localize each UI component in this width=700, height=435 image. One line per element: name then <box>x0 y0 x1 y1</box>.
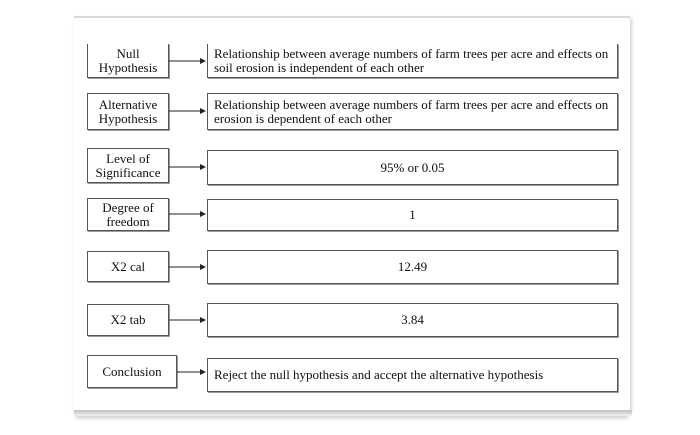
value-text: Reject the null hypothesis and accept the alternative hypothesis <box>214 367 544 382</box>
value-text: Relationship between average numbers of farm trees per acre and effects on soil erosion is independent of each other <box>214 45 609 75</box>
value-text: 1 <box>409 207 416 222</box>
label-line: Level of <box>106 150 150 166</box>
label-line: Significance <box>95 164 161 180</box>
label-line: X2 cal <box>110 258 146 274</box>
value-text: Relationship between average numbers of farm trees per acre and effects on erosion is dependent of each other <box>214 96 609 126</box>
value-text: 3.84 <box>401 312 424 327</box>
label-line: Hypothesis <box>98 59 158 75</box>
value-text: 95% or 0.05 <box>380 159 445 175</box>
label-line: freedom <box>106 213 150 229</box>
label-line: X2 tab <box>110 312 146 327</box>
label-line: Conclusion <box>102 363 162 379</box>
label-line: Alternative <box>98 96 158 112</box>
label-line: Hypothesis <box>98 110 158 126</box>
label-line: Null <box>116 45 140 61</box>
value-text: 12.49 <box>397 259 428 274</box>
label-line: Degree of <box>102 199 154 215</box>
